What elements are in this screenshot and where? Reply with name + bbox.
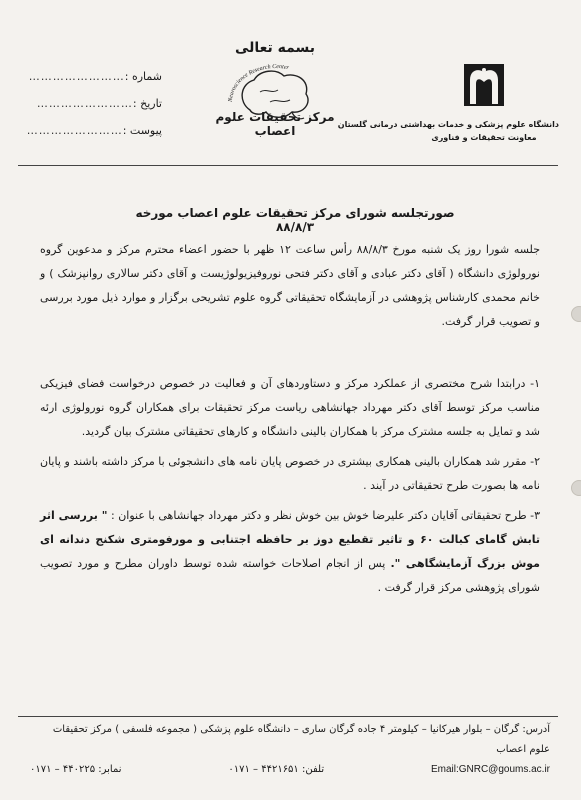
document-title: صورتجلسه شورای مرکز تحقیقات علوم اعصاب مورخه ۸۸/۸/۳ [135,206,455,234]
svg-text:Neuroscience Research Center [228,64,290,103]
header-right [337,62,559,144]
university-name: دانشگاه علوم پزشکی و خدمات بهداشتی درمانی گلستان [337,120,559,129]
field-dots: …………………… [36,97,133,110]
field-number [22,70,162,83]
agenda-item-3 [40,504,540,600]
deputy-name: معاونت تحقیقات و فناوری [431,133,537,142]
project-title: " بررسی اثر تابش گامای کبالت ۶۰ و تاثیر تقطیع دوز بر حافظه اجتنابی و مورفومتری شکنج دندانه ای موش بزرگ آزمایشگاهی ". [40,509,540,570]
basmala: بسمه تعالی [234,40,316,56]
field-label: پیوست : [122,124,162,137]
agenda-item-2: ۲- مقرر شد همکاران بالینی همکاری بیشتری در خصوص پایان نامه های دانشجوئی با مرکز داشته باشند و پایان نامه ها بصورت طرح تحقیقاتی در آیند . [40,455,540,492]
field-label: تاریخ : [132,97,162,110]
item3-tail: پس از انجام اصلاحات خواسته شده توسط داوران مطرح و مورد تصویب شورای پژوهشی مرکز قرار گرفت . [40,557,540,594]
field-label: شماره : [124,70,162,83]
university-emblem-icon [462,62,506,108]
logo-arc-text: Neuroscience Research Center [227,63,290,103]
field-attachment [22,124,162,137]
document-body [40,238,540,340]
brain-logo-icon [220,62,330,124]
footer-address: آدرس: گرگان – بلوار هیرکانیا – کیلومتر ۴ جاده گرگان ساری – دانشگاه علوم پزشکی ( مجموعه فلسفی ) مرکز تحقیقات علوم اعصاب [52,724,550,755]
agenda-item-1: ۱- درابتدا شرح مختصری از عملکرد مرکز و دستاوردهای آن و فعالیت در خصوص درخواست فضای فیزیکی مناسب مرکز توسط آقای دکتر مهرداد جهانشاهی ریاست مرکز تحقیقات برای همکاران گروه نورولوژی ارئه شد و تمایل به جلسه مشترک مرکز با همکاران بالینی دانشگاه و کارهای تحقیقاتی مشترک بیان گردید. [40,377,540,438]
reference-fields [22,70,162,151]
field-dots: …………………… [28,70,125,83]
item3-lead: ۳- طرح تحقیقاتی آقایان دکتر علیرضا خوش بین خوش نظر و دکتر مهرداد جهانشاهی با عنوان : [110,509,541,522]
footer-contacts [30,760,550,780]
agenda-items [40,372,540,606]
footer-phone: تلفن: ۴۴۲۱۶۵۱ – ۰۱۷۱ [228,764,325,775]
footer [30,720,550,780]
punch-hole-top [571,306,581,322]
field-date [22,97,162,110]
center-name: مرکز تحقیقات علوم اعصاب [215,110,335,138]
header-divider [18,165,558,166]
punch-hole-bottom [571,480,581,496]
footer-email[interactable]: Email:GNRC@goums.ac.ir [430,764,550,775]
intro-paragraph: جلسه شورا روز یک شنبه مورخ ۸۸/۸/۳ رأس ساعت ۱۲ ظهر با حضور اعضاء محترم مرکز و مدعوین گروه نورولوژی دانشگاه ( آقای دکتر عبادی و آقای دکتر فتحی نوروفیزیولوژیست و آقای دکتر سالاری روانپزشک ) و خانم محمدی کارشناس پژوهشی در آزمایشگاه تحقیقاتی گروه علوم تشریحی برگزار و موارد ذیل مورد بررسی و تصویب قرار گرفت. [40,243,541,328]
footer-fax: نمابر: ۴۴۰۲۲۵ – ۰۱۷۱ [30,764,122,775]
footer-divider [18,716,558,717]
field-dots: …………………… [26,124,123,137]
